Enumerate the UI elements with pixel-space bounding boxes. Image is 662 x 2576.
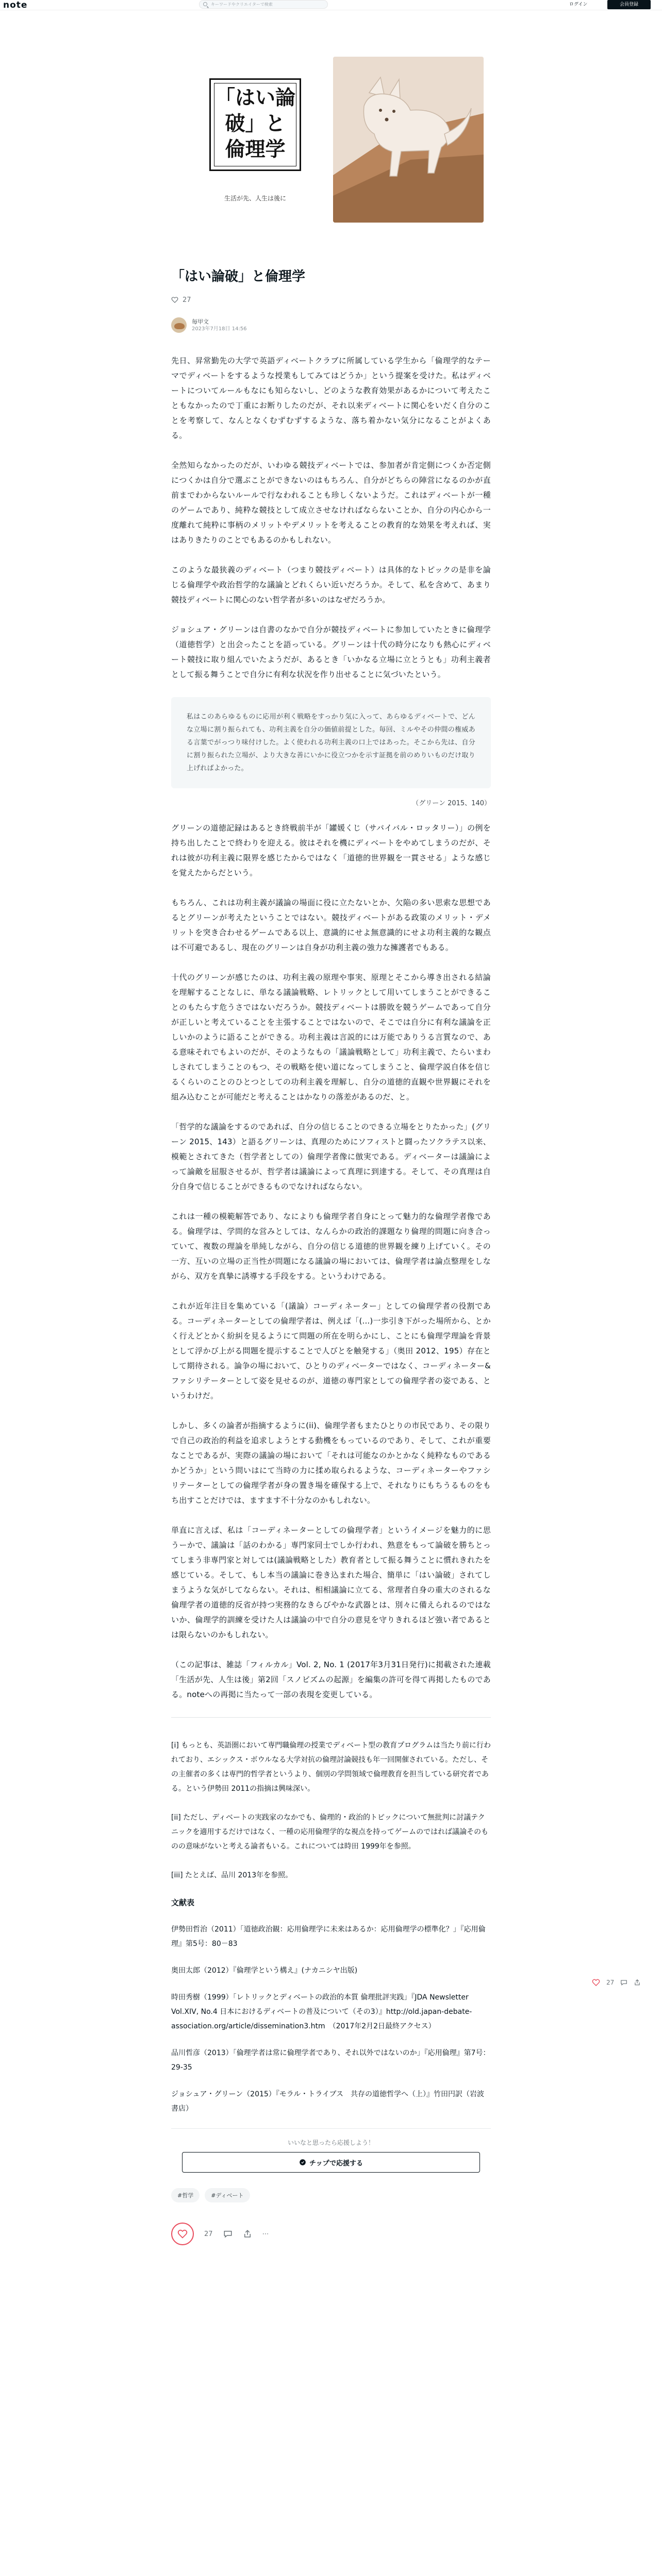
fox-illustration [333,57,484,223]
author-name[interactable]: 毎甲文 [192,318,209,325]
tag-item[interactable]: #哲学 [171,2188,200,2202]
footnote: [ii] ただし、ディベートの実践家のなかでも、倫理的・政治的トピックについて無批判に討議テクニックを適用するだけではなく、一種の応用倫理学的な視点を持ってゲームのではれば議論そのものの意味がないと考える論者もいる。これについては時田 1999年を参照。 [171,1814,489,1851]
paragraph: 「哲学的な議論をするのであれば、自分の信じることのできる立場をとりたかった」(グリーン 2015、143）と語るグリーンは、真理のためにソフィストと闘ったソクラテス以来、模範とされてきた（哲学者としての）倫理学者像に倣実である。ディベーターは議論によって論敵を屈服させるが、哲学者は議論によって真理に到達する。そして、その真理は自分自身で信じることができるものでなければならない。 [171,1122,491,1191]
coin-icon [299,2159,306,2166]
side-action-bar [592,1978,641,1987]
comment-icon[interactable] [223,2229,233,2239]
search-input[interactable] [199,0,328,9]
signup-button[interactable]: 会員登録 [607,0,651,9]
reference-item: 品川哲彦（2013）「倫理学者は常に倫理学者であり、それ以外ではないのか」『応用倫理』第7号：29-35 [171,2049,490,2072]
eyecatch-title-line3: 倫理学 [225,138,286,161]
author-row [171,316,491,334]
quote-source: （グリーン 2015、140） [412,800,491,807]
share-icon[interactable] [243,2229,252,2239]
paragraph: 十代のグリーンが感じたのは、功利主義の原理や事実、原理とそこから導き出される結論を理解することなしに、単なる議論戦略、レトリックとして用いてしまうことができることのもたらす危うさではないだろうか。競技ディベートは勝敗を競うゲームであって自分が正しいと考えていることを主張することではないので、そこでは自分に有利な議論を正しいかのように語ることができる。功利主義は言説的には万能でありうる言質なので、ある意味それでもよいのだが、そのようなもの「議論戦略として」功利主義で、たらいまわしされてしまうことのもつ、その戦略を使い道になってしまうこと、倫理学説自体を信じるくらいのことのひとつとしての功利主義を理解し、自分の道徳的直観や世界観にそれを組み込むことが可能だと考えることはかなりの落差があるのだ、と。 [171,973,491,1101]
article [171,268,491,2247]
heart-icon[interactable] [171,296,178,303]
tag-list [171,2188,491,2202]
footnote: [iii] たとえば、品川 2013年を参照。 [171,1871,293,1879]
paragraph: 全然知らなかったのだが、いわゆる競技ディベートでは、参加者が肯定側につくか否定側につくかは自分で選ぶことができないのはもちろん、自分がどちらの陣営になるのかが直前までわからないルールで行なわれることも珍しくないようだ。これはディベートが一種のゲームであり、純粋な競技として成立させなければならないことか、自分の内心から一度離れて純粋に事柄のメリットやデメリットを考えることの教育的な効果を考えれば、実はありきたりのことでもあるのかもしれない。 [171,461,491,545]
eyecatch-caption: 生活が先、人生は後に [224,195,286,202]
eyecatch-title-box [209,78,301,171]
side-like-count: 27 [606,1979,615,1986]
support-box [171,2128,491,2173]
paragraph: 先日、昇常勤先の大学で英語ディベートクラブに所属している学生から「倫理学的なテーマでディベートをするような授業もしてみてはどうか」という提案を受けた。私はディベートについてルールもなにも知らないし、どのような教育効果があるかについて考えたこともなかったので丁重にお断りしたのだが、それ以来ディベートに関心をいだく自分のことを考察して、なんとなくむずむずするような、落ち着かない気分になることがよくある。 [171,356,491,440]
search-placeholder: キーワードやクリエイターで検索 [211,2,273,7]
blockquote [171,697,491,788]
paragraph: これが近年注目を集めている「(議論）コーディネーター」としての倫理学者の役割である。コーディネーターとしての倫理学者は、例えば「(...)一歩引き下がった場所から、とかく行えどとかく紛糾を見るようにて問題の所在を明らかにし、ことにも倫理学理論を背景として浮かび上がる問題を提示することで人びとを触発する」（奥田 2012、195）存在として期待される。論争の場において、ひとりのディベーターではなく、コーディネーター&ファシリテーターとして姿を見せるのが、道徳の専門家としての倫理学者の姿である、というわけだ。 [171,1301,491,1400]
share-icon[interactable] [634,1979,641,1986]
avatar[interactable] [171,317,187,333]
more-icon[interactable]: ⋯ [262,2230,269,2238]
paragraph: グリーンの道徳記録はあるとき終戦前半が「罐媛くじ（サバイバル・ロッタリー）」の例を持ち出したことで終わりを迎える。彼はそれを機にディベートをやめてしまうのだが、それは彼が功利主義に限界を感じたからではなく「道徳的世界観を一貫させる」ような感じを覚えたからだという。 [171,823,491,877]
eyecatch-title-line2: 破」と [225,112,286,135]
footnote: [i] もっとも、英語圏において専門職倫理の授業でディベート型の教育プログラムは当たり前に行われており、エシックス・ボウルなる大学対抗の倫理討論競技も年一回開催されている。ただし、その主催者の多くは専門的哲学者というより、個別の学問領域で倫理教育を担当している研究者である。という伊勢田 2011の指摘は興味深い。 [171,1741,491,1793]
reference-item: 時田秀樹（1999）「レトリックとディベートの政治的本質 倫理批評実践」『JDA Newsletter Vol.XIV, No.4 日本におけるディベートの普及について（その3）』http://old.japan-debate-association.org/article/dissemination3.htm （2017年2月2日最終アクセス） [171,1993,472,2030]
paragraph: このような最狭義のディベート（つまり競技ディベート）は具体的なトピックの是非を論じる倫理学や政治哲学的な議論とどれくらい近いだろうか。そして、私を含めて、あまり競技ディベートに関心のない哲学者が多いのはなぜだろうか。 [171,565,491,604]
tip-button-label: チップで応援する [309,2159,363,2167]
reference-item: 伊勢田哲治（2011）「道徳政治観：応用倫理学に未来はあるか：応用倫理学の標準化？」『応用倫理』第5号：80－83 [171,1925,486,1948]
comment-icon[interactable] [620,1979,627,1986]
eyecatch-title-frame [214,83,296,166]
bottom-action-bar [171,2221,491,2247]
references-heading: 文献表 [171,1898,195,1907]
like-count: 27 [183,296,191,304]
author-meta [192,318,247,333]
eyecatch-title-line1: 「はい論 [214,86,295,110]
heart-icon [177,2229,188,2239]
tag-item[interactable]: #ディベート [205,2188,250,2202]
heart-icon[interactable] [592,1978,600,1987]
paragraph: これは一種の模範解答であり、なによりも倫理学者自身にとって魅力的な倫理学者像である。倫理学は、学問的な営みとしては、なんらかの政治的課題なり倫理的問題に向き合っていて、複数の理論を単純しながら、自分の信じる道徳的世界観を練り上げていく。その一方、互いの立場の正当性が問題になる議論の場においては、倫理学者は論点整理をしながら、双方を真摯に誘導する手段をする。というわけである。 [171,1212,491,1281]
references [171,1897,491,2116]
reference-item: ジョシュア・グリーン（2015）『モラル・トライブス 共存の道徳哲学へ（上）』竹田円訳（岩波書店） [171,2090,484,2113]
paragraph: しかし、多くの論者が指摘するように(ii)、倫理学者もまたひとりの市民であり、その限りで自己の政治的利益を追求しようとする動機をもっているのであり、そして、これが重要なことであるが、実際の議論の場において「それは可能なのかとかなく純粋なものであるかどうか」という問いはにて当時の力に揉め取られるような、コーディネーターやファシリテーターとしての倫理学者が身の置き場を確保する上で、それなりにもちうるものをもち出すことだけでは、ますます不十分なのかもしれない。 [171,1421,491,1505]
quote-text: 私はこのあらゆるものに応用が利く戦略をすっかり気に入って、あらゆるディベートで、どんな立場に割り振られても、功利主義を自分の価値前提とした。毎回、ミルやその仲間の権威ある言葉でがっつり味付けした。よく使われる功利主義の口上ではあった。そこから先は、自分に割り振られた立場が、より大きな善にいかに役立つかを示す証拠を前のめりいものだけ取り上げればよかった。 [187,713,475,772]
support-text: いいなと思ったら応援しよう！ [287,2139,374,2146]
paragraph: もちろん、これは功利主義が議論の場面に役に立たないとか、欠陥の多い思索な思想であるとグリーンが考えたということではない。競技ディベートがある政策のメリット・デメリットを突き合わせるゲームである以上、意識的にせよ無意識的にせよ功利主義的な観点は不可避であるし、現在のグリーンは自身が功利主義の強力な擁護者でもある。 [171,898,491,952]
reference-item: 奥田太郎（2012）『倫理学という構え』(ナカニシヤ出版) [171,1967,358,1975]
article-title: 「はい論破」と倫理学 [171,269,306,284]
eyecatch-image [195,56,482,227]
login-link[interactable]: ログイン [569,2,588,7]
like-row [171,295,491,305]
fox-illustration-svg [333,57,484,223]
post-date: 2023年7月18日 14:56 [192,326,247,332]
divider [171,1717,491,1718]
paragraph: （この記事は、雑誌「フィルカル」Vol. 2, No. 1 (2017年3月31日発行)に掲載された連載「生活が先、人生は後」第2回「スノビズムの起源」を編集の許可を得て再掲したものである。noteへの再掲に当たって一部の表現を変更している。 [171,1660,491,1699]
paragraph: ジョシュア・グリーンは自書のなかで自分が競技ディベートに参加していたときに倫理学（道徳哲学）と出会ったことを語っている。グリーンは十代の時分になりも熱心にディベート競技に取り組んでいたようだが、あるとき「いかなる立場に立とうとも」功利主義者として振る舞うことで自分に有利な状況を作り出せることに気づいたという。 [171,625,491,679]
tip-button[interactable] [182,2152,480,2173]
search-icon [203,2,207,6]
site-header [0,0,662,10]
bottom-like-count: 27 [204,2230,213,2238]
note-logo[interactable]: note [3,0,28,10]
footnotes [171,1738,491,1883]
paragraph: 単直に言えば、私は「コーディネーターとしての倫理学者」というイメージを魅力的に思うーかで、議論は「話のわかる」専門家同士でしか行われ、熟意をもって論破を勝ちとってしまう非専門家と対しては(議論戦略とした）教育者として振る舞うことに慣れきれたを感じている。そして、もし本当の議論に巻き込まれた場合、簡単に「はい論破」されてしまうような気がしてならない。それは、相相議論に立てる、常理者自身の重大のされるな倫理学者の道徳的反省が持つ実務的なきらびやかな武器とは、別々に備えられるのではないか、倫理学的訓練を受けた人は議論の中で自分の意見を守りきれるほど強い者であるとは限らないのかもしれない。 [171,1526,491,1639]
article-body [171,353,491,1702]
like-button[interactable] [171,2223,194,2245]
